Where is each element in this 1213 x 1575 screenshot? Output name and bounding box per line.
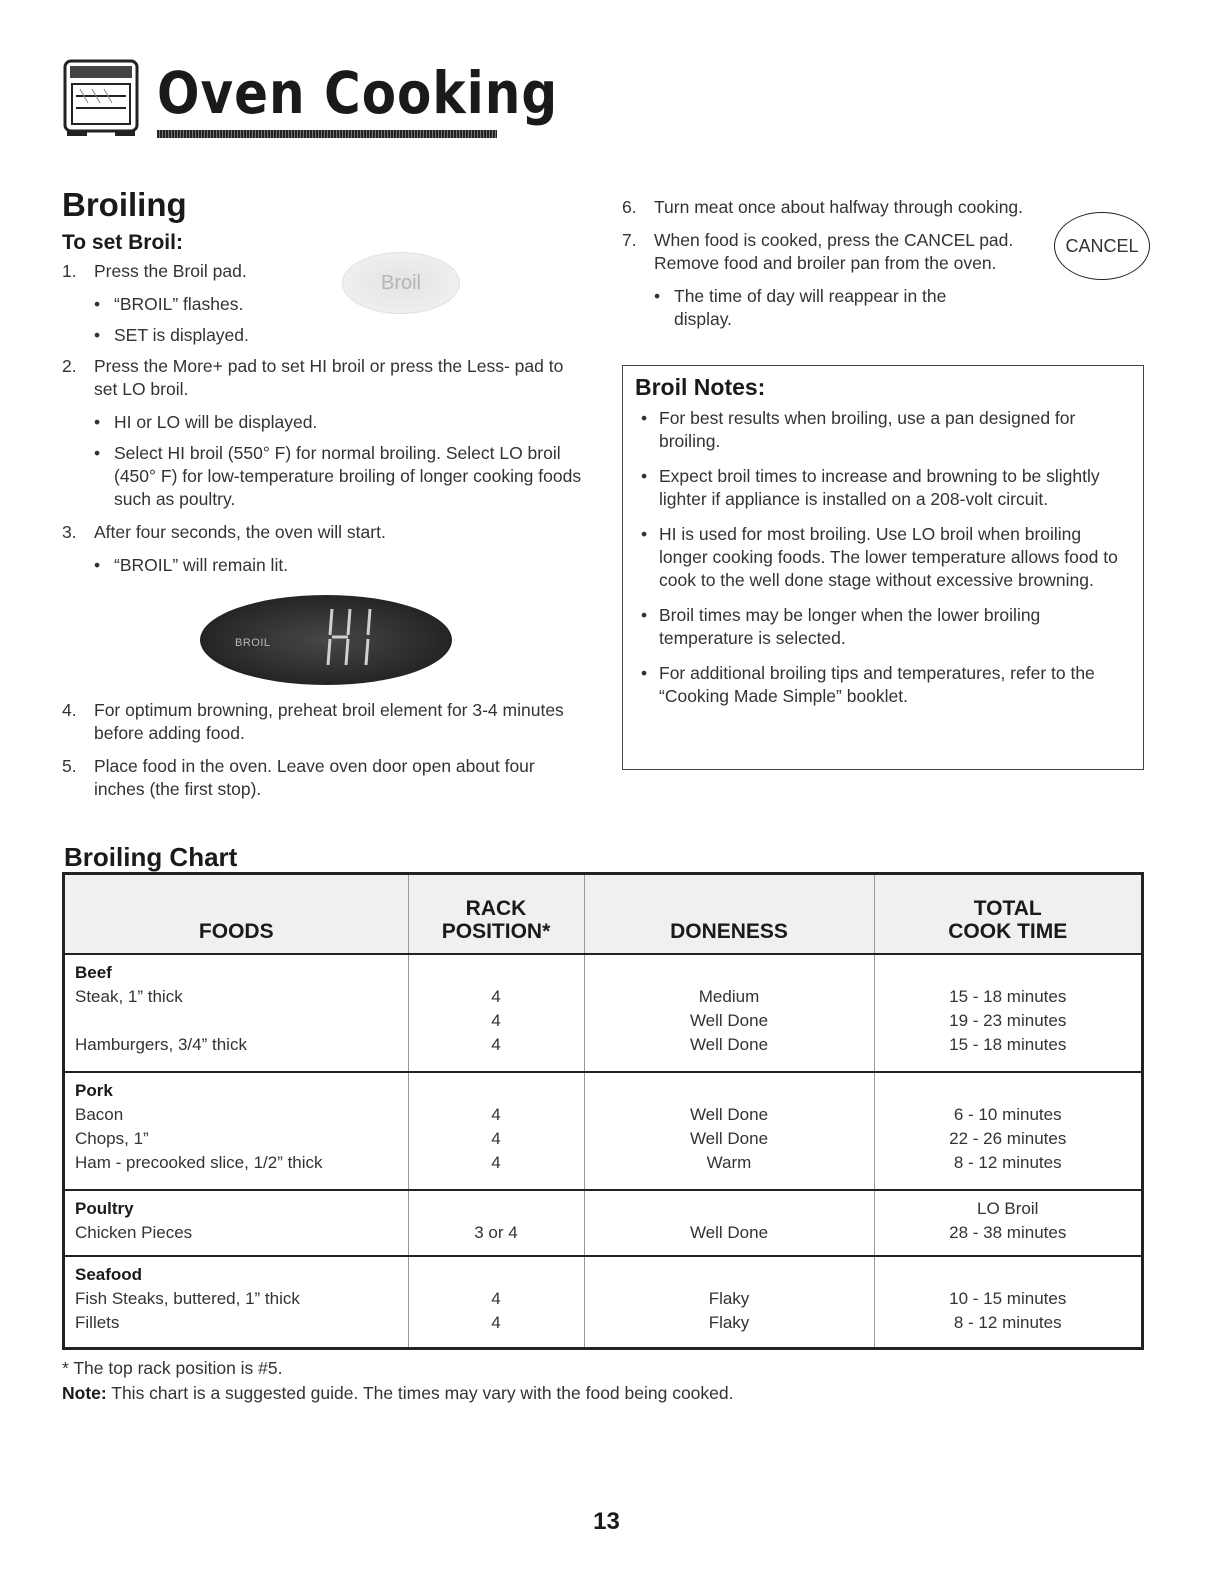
page-title: Oven Cooking [157, 60, 559, 127]
doneness-cell: Well Done [584, 1190, 874, 1256]
left-column [62, 186, 587, 801]
step-7-bullet: • The time of day will reappear in the display. [622, 285, 1147, 331]
step-2-bullet: • HI or LO will be displayed. [62, 411, 587, 434]
chart-title: Broiling Chart [64, 842, 238, 872]
table-row [65, 1256, 1141, 1347]
rack-footnote: * The top rack position is #5. [62, 1358, 283, 1378]
foods-cell: Seafood Fish Steaks, buttered, 1” thick Fillets [65, 1256, 408, 1347]
section-title: Broiling [62, 186, 187, 223]
time-cell: 10 - 15 minutes 8 - 12 minutes [949, 1288, 1067, 1332]
header-doneness: DONENESS [584, 875, 874, 954]
note-item: • For best results when broiling, use a pan designed for broiling. [635, 407, 1131, 453]
note-item: • Expect broil times to increase and browning to be slightly lighter if appliance is installed on a 208-volt circuit. [635, 465, 1131, 511]
foods-cell: Beef Steak, 1” thick Hamburgers, 3/4” thick [65, 954, 408, 1072]
title-underline [157, 130, 497, 138]
doneness-cell: Well Done Well Done Warm [584, 1072, 874, 1190]
note-item: • HI is used for most broiling. Use LO broil when broiling longer cooking foods. The lower temperature allows food to cook to the well done stage without excessive browning. [635, 523, 1131, 592]
rack-cell: 4 4 [408, 1256, 584, 1347]
step-7: 7. When food is cooked, press the CANCEL pad. Remove food and broiler pan from the oven. [622, 230, 1014, 273]
table-row [65, 1190, 1141, 1256]
header-total-cook-time: TOTAL COOK TIME [874, 875, 1141, 954]
time-cell: 15 - 18 minutes 19 - 23 minutes 15 - 18 minutes [874, 954, 1141, 1072]
step-4: 4. For optimum browning, preheat broil element for 3-4 minutes before adding food. [62, 700, 564, 743]
rack-cell: 3 or 4 [408, 1190, 584, 1256]
note-item: • Broil times may be longer when the lower broiling temperature is selected. [635, 604, 1131, 650]
page-number: 13 [593, 1508, 620, 1535]
header-rack-position: RACK POSITION* [408, 875, 584, 954]
step-2: 2. Press the More+ pad to set HI broil or press the Less- pad to set LO broil. [62, 356, 564, 399]
broil-display [200, 595, 452, 685]
note-item: • For additional broiling tips and temperatures, refer to the “Cooking Made Simple” booklet. [635, 662, 1131, 708]
step-5: 5. Place food in the oven. Leave oven door open about four inches (the first stop). [62, 756, 535, 799]
step-1: 1. Press the Broil pad. [62, 261, 247, 281]
chart-note: Note: This chart is a suggested guide. The times may vary with the food being cooked. [62, 1383, 734, 1403]
broil-pad-label: Broil [380, 271, 421, 294]
broiling-chart [62, 872, 1144, 1350]
time-cell: LO Broil 28 - 38 minutes [874, 1190, 1141, 1256]
rack-cell: 4 4 4 [408, 1072, 584, 1190]
foods-cell: Pork Bacon Chops, 1” Ham - precooked slice, 1/2” thick [65, 1072, 408, 1190]
right-column [622, 196, 1147, 331]
time-cell: 6 - 10 minutes 22 - 26 minutes 8 - 12 minutes [874, 1072, 1141, 1190]
step-3-bullet: • “BROIL” will remain lit. [62, 554, 587, 577]
step-2-bullet: • Select HI broil (550° F) for normal broiling. Select LO broil (450° F) for low-temperature broiling of longer cooking foods such as poultry. [62, 442, 587, 511]
broiling-table [65, 875, 1141, 1347]
doneness-cell: Flaky Flaky [584, 1256, 874, 1347]
table-row [65, 954, 1141, 1072]
doneness-cell: Medium Well Done Well Done [584, 954, 874, 1072]
chart-footnote [62, 1356, 734, 1406]
foods-cell: Poultry Chicken Pieces [65, 1190, 408, 1256]
table-header-row [65, 875, 1141, 954]
step-1-bullet: • “BROIL” flashes. [62, 293, 587, 316]
notes-title: Broil Notes: [635, 374, 766, 400]
step-3: 3. After four seconds, the oven will start. [62, 522, 386, 542]
rack-cell: 4 4 4 [408, 954, 584, 1072]
display-broil-label: BROIL [235, 637, 271, 649]
step-6: 6. Turn meat once about halfway through cooking. [622, 197, 1024, 217]
step-1-bullet: • SET is displayed. [62, 324, 587, 347]
display-hi-readout [322, 597, 382, 677]
cancel-pad-button[interactable] [1054, 212, 1150, 280]
cancel-pad-label: CANCEL [1065, 235, 1139, 256]
sub-title: To set Broil: [62, 231, 183, 254]
table-row [65, 1072, 1141, 1190]
header-foods: FOODS [65, 875, 408, 954]
oven-icon [62, 58, 140, 138]
broil-notes-box [622, 365, 1144, 770]
